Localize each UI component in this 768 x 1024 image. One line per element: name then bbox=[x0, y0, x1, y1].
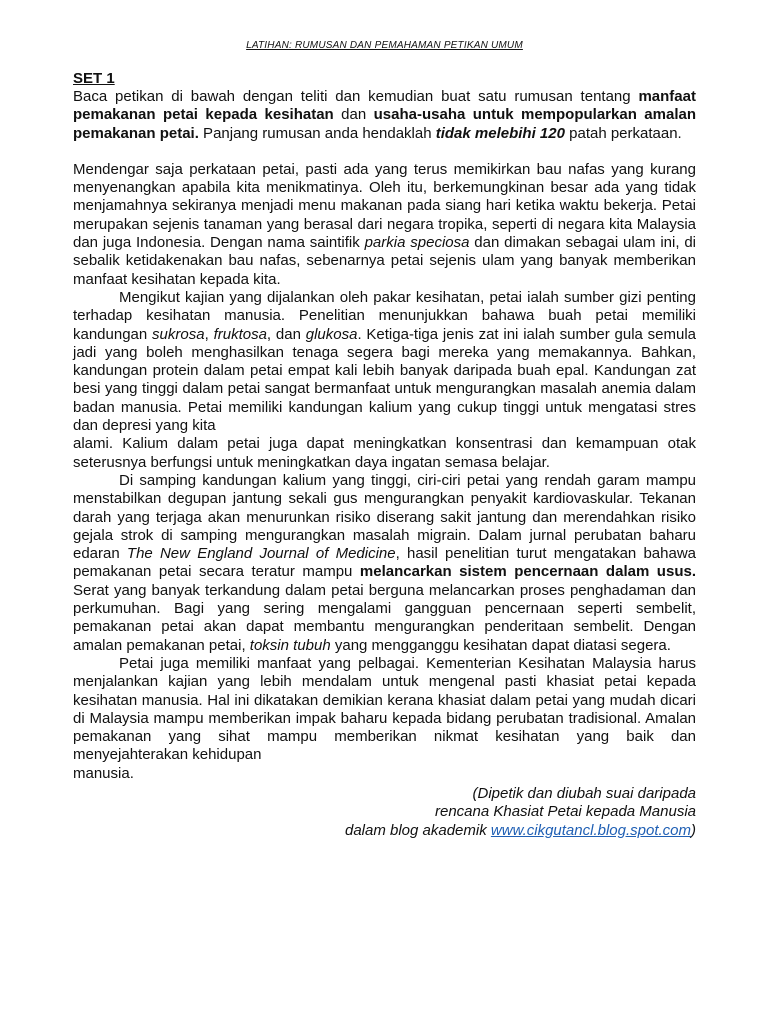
journal-title: The New England Journal of Medicine bbox=[126, 545, 396, 563]
passage-text: Mengikut kajian yang dijalankan oleh pakar kesihatan, petai ialah sumber gizi penting terhadap kesihatan manusia. Penelitian menunjukkan bahawa buah petai memiliki kandungan bbox=[73, 288, 696, 343]
passage-text: Di samping kandungan kalium yang tinggi, ciri-ciri petai yang rendah garam mampu menstabilkan degupan jantung sekali gus mengurangkan penyakit kardiovaskular. Tekanan darah yang terjaga akan menurunkan risiko diserang sakit jantung dan merendahkan risiko gejala strok di samping mengurangkan masalah migrain. Dalam jurnal perubatan baharu edaran bbox=[73, 471, 696, 563]
passage-text: , dan bbox=[266, 325, 306, 343]
italic-term: sukrosa bbox=[152, 325, 205, 343]
instruction-bold-topic-1: manfaat pemakanan petai kepada kesihatan bbox=[73, 88, 696, 124]
set-label: SET 1 bbox=[73, 70, 115, 87]
source-line-2: rencana Khasiat Petai kepada Manusia bbox=[434, 803, 696, 821]
passage-paragraph-2 bbox=[73, 289, 696, 435]
passage-text: , bbox=[204, 325, 214, 343]
passage-paragraph-3 bbox=[73, 472, 696, 655]
passage-text: . Ketiga-tiga jenis zat ini ialah sumber gula semula jadi yang boleh menghasilkan tenaga segera bagi mereka yang memakannya. Bahkan, kandungan protein dalam petai empat kali lebih banyak daripada buah epal. Kandungan zat besi yang tinggi dalam petai sangat bermanfaat untuk mengurangkan masalah anemia dalam badan manusia. Petai memiliki kandungan kalium yang cukup tinggi untuk mengatasi stres dan depresi yang kita bbox=[73, 325, 697, 435]
italic-term: toksin tubuh bbox=[249, 636, 331, 654]
passage-text: yang mengganggu kesihatan dapat diatasi segera. bbox=[330, 636, 671, 654]
passage-text: , hasil penelitian turut mengatakan bahawa pemakanan petai secara teratur mampu bbox=[73, 545, 696, 581]
bold-key-point: melancarkan sistem pencernaan dalam usus. bbox=[359, 563, 696, 581]
italic-term: fruktosa bbox=[213, 325, 267, 343]
passage-paragraph-2-continued: alami. Kalium dalam petai juga dapat meningkatkan konsentrasi dan kemampuan otak seterusnya berfungsi untuk meningkatkan daya ingatan semasa belajar. bbox=[73, 435, 696, 471]
italic-term: glukosa bbox=[305, 325, 358, 343]
source-citation bbox=[73, 785, 696, 840]
instruction-paragraph bbox=[73, 88, 696, 143]
instruction-bold-topic-2: usaha-usaha untuk mempopularkan amalan pemakanan petai. bbox=[73, 106, 696, 142]
source-line-3 bbox=[73, 822, 696, 840]
instruction-text: dan bbox=[333, 106, 374, 124]
blog-link[interactable]: www.cikgutancl.blog.spot.com bbox=[490, 821, 691, 839]
passage-text: dan dimakan sebagai ulam ini, di sebalik ketidakenakan bau nafas, sebenarnya petai sejenis ulam yang banyak memberikan manfaat kesihatan kepada kita. bbox=[73, 234, 696, 288]
passage-paragraph-4-continued: manusia. bbox=[73, 764, 134, 782]
instruction-text: Baca petikan di bawah dengan teliti dan kemudian buat satu rumusan tentang bbox=[73, 88, 639, 105]
passage-text: Mendengar saja perkataan petai, pasti ada yang terus memikirkan bau nafas yang kurang menyenangkan apabila kita menikmatinya. Oleh itu, berkemungkinan besar ada yang tidak menjamahnya sekiranya menjadi menu makanan pada siang hari ketika waktu bekerja. Petai merupakan sejenis tanaman yang berasal dari negara tropika, seperti di negara kita Malaysia dan juga Indonesia. Dengan nama saintifik bbox=[73, 160, 696, 252]
instruction-text: Panjang rumusan anda hendaklah bbox=[198, 124, 436, 142]
source-line-1: (Dipetik dan diubah suai daripada bbox=[472, 784, 696, 802]
source-line-3-prefix: dalam blog akademik bbox=[344, 821, 491, 839]
passage-text: Serat yang banyak terkandung dalam petai berguna melancarkan proses penghadaman dan perkumuhan. Bagi yang sering mengalami gangguan pencernaan seperti sembelit, pemakanan petai akan dapat membantu mengurangkan penderitaan sembelit. Dengan amalan pemakanan petai, bbox=[73, 581, 696, 654]
source-line-3-suffix: ) bbox=[691, 821, 696, 839]
instruction-text: patah perkataan. bbox=[564, 124, 682, 142]
passage-paragraph-4: Petai juga memiliki manfaat yang pelbagai. Kementerian Kesihatan Malaysia harus menjalankan kajian yang lebih mendalam untuk mengenal pasti khasiat petai kepada kesihatan manusia. Hal ini dikatakan demikian kerana khasiat dalam petai yang mudah dicari di Malaysia mampu memberikan impak baharu kepada bidang perubatan tradisional. Amalan pemakanan yang sihat mampu memberikan nikmat kesihatan yang baik dan menyejahterakan kehidupan bbox=[73, 654, 696, 764]
passage-paragraph-1 bbox=[73, 161, 696, 289]
instruction-word-limit: tidak melebihi 120 bbox=[435, 124, 565, 142]
scientific-name: parkia speciosa bbox=[364, 234, 470, 252]
page-header: LATIHAN: RUMUSAN DAN PEMAHAMAN PETIKAN UMUM bbox=[246, 40, 523, 51]
document-page bbox=[73, 40, 696, 840]
paragraph-gap bbox=[73, 143, 696, 161]
